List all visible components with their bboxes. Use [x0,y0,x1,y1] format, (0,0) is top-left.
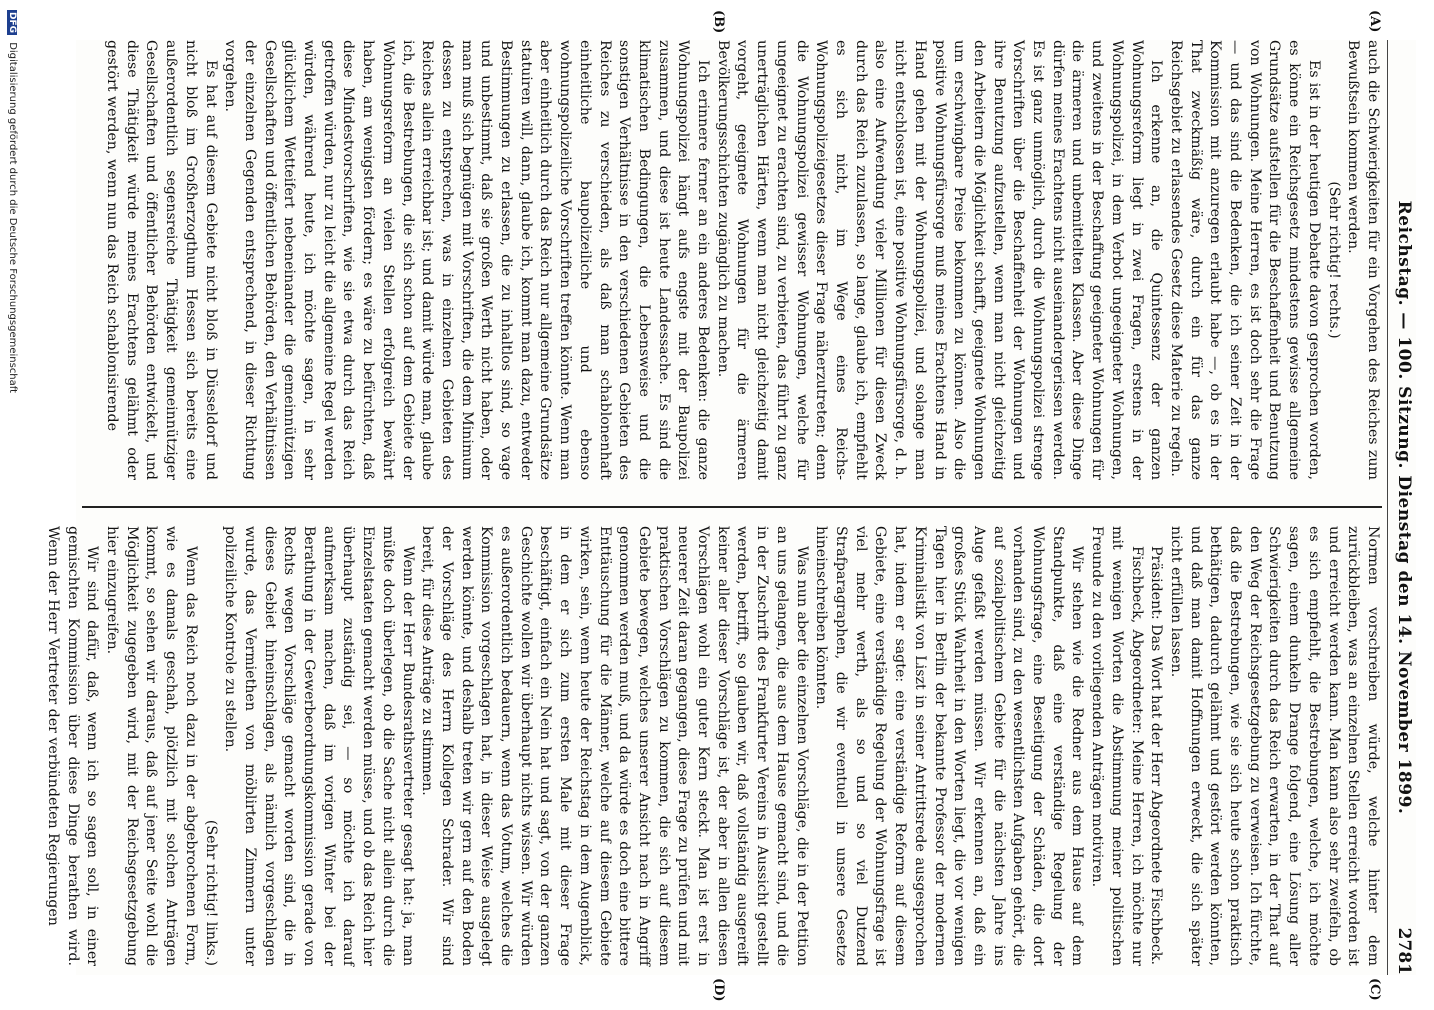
footer [7,0,18,1010]
paragraph: auch die Schwierigkeiten für ein Vorgehen des Reiches zum Bewußtsein kommen werden. [1345,40,1381,480]
header-rule [1387,40,1388,975]
paragraph: Wir sind dafür, daß, wenn ich so sagen soll, in einer gemischten Kommission über diese Dinge berathen wird. Wenn der Herr Vertreter der verbündeten Regierungen [44,526,101,966]
page-header-title: Reichstag. — 100. Sitzung. Dienstag den 14. November 1899. [1394,200,1414,815]
interjection: (Sehr richtig! links.) [202,819,219,966]
margin-marker-b: (B) [711,10,726,34]
speaker-paragraph: Fischbeck, Abgeordneter: Meine Herren, ich möchte nur mit wenigen Worten die Abstimmung meiner politischen Freunde zu den vorliegenden Anträgen motiviren. [1089,526,1145,966]
paragraph: Ich erkenne an, die Quintessenz der ganzen Wohnungsreform liegt in zwei Fragen, erstens in der Wohnungspolizei, in dem Verbot ungeeigneter Wohnungen, und zweitens in der Beschaffung geeigneter Wohnungen für die ärmeren und unbemittelten Klassen. Aber diese Dinge dürfen meines Erachtens nicht auseinandergerissen werden. Es ist ganz unmöglich, durch die Wohnungspolizei strenge Vorschriften über die Beschaffenheit der Wohnungen und ihre Benutzung aufzustellen, wenn man nicht gleichzeitig den Arbeitern die Möglichkeit schafft, geeignete Wohnungen um erschwingbare Preise bekommen zu können. Also die positive Wohnungsfürsorge muß meines Erachtens Hand in Hand gehen mit der Wohnungspolizei, und solange man nicht entschlossen ist, eine positive Wohnungsfürsorge, d. h. also eine Aufwendung vieler Millionen für diesen Zweck durch das Reich zuzulassen, so lange, glaube ich, empfiehlt es sich nicht, im Wege eines Reichs-Wohnungspolizeigesetzes dieser Frage näherzutreten; denn die Wohnungspolizei gewisser Wohnungen, welche für ungeeignet zu erachten sind, zu verbieten, das führt zu ganz unerträglichen Härten, wenn man nicht gleichzeitig damit vorgeht, geeignete Wohnungen für die ärmeren Bevölkerungsschichten zugänglich zu machen. [714,40,1165,480]
page-number: 2781 [1394,927,1414,975]
speaker-paragraph: Präsident: Das Wort hat der Herr Abgeordnete Fischbeck. [1148,546,1165,966]
margin-marker-a: (A) [1367,10,1382,33]
paragraph: Wenn das Reich noch dazu in der abgebrochenen Form, wie es damals geschah, plötzlich mit solchen Anträgen kommt, so sehen wir daraus, daß auf jener Seite wohl die Möglichkeit zugegeben wird, mit der Reichsgesetzgebung hier einzugreifen. [104,526,199,966]
left-column [82,40,1382,480]
paragraph: Normen vorschreiben würde, welche hinter dem zurückbleiben, was an einzelnen Stellen erreicht worden ist und erreicht werden kann. Man kann also sehr zweifeln, ob es sich empfiehlt, die Bestrebungen, welche, ich möchte sagen, einem dunkeln Drange folgend, eine Lösung aller Schwierigkeiten durch das Reich erwarten, in der That auf den Weg der Reichsgesetzgebung zu verweisen. Ich fürchte, daß die Bestrebungen, wie sie sich heute schon praktisch bethätigen, dadurch gelähmt und gestört werden könnten, und daß man damit Hoffnungen erweckt, die sich später nicht erfüllen lassen. [1167,526,1381,966]
paragraph: Es ist in der heutigen Debatte davon gesprochen worden, es könne ein Reichsgesetz mindestens gewisse allgemeine Grundsätze aufstellen für die Beschaffenheit und Benutzung von Wohnungen. Meine Herren, es ist doch sehr die Frage — und das sind die Bedenken, die ich seiner Zeit in der Kommission mit anzuregen erlaubt habe —, ob es in der That zweckmäßig wäre, durch ein für das ganze Reichsgebiet zu erlassendes Gesetz diese Materie zu regeln. [1167,40,1322,480]
paragraph: Wir stehen wie die Redner aus dem Hause auf dem Standpunkte, daß eine verständige Regelung der Wohnungsfrage, eine Beseitigung der Schäden, die dort vorhanden sind, zu den wesentlichsten Aufgaben gehört, die auf sozialpolitischem Gebiete für die nächsten Jahre ins Auge gefaßt werden müssen. Wir erkennen an, daß ein großes Stück Wahrheit in den Worten liegt, die vor wenigen Tagen hier in Berlin der bekannte Professor der modernen Kriminalistik von Liszt in seiner Antrittsrede ausgesprochen hat, indem er sagte: eine verständige Reform auf diesem Gebiete, eine verständige Regelung der Wohnungsfrage ist viel mehr werth, als so und so viel Dutzend Strafparagraphen, die wir eventuell in unsere Gesetze hineinschreiben könnten. [813,526,1086,966]
dfg-logo: DFG [7,12,17,34]
document-page [44,10,1416,1002]
paragraph: Es hat auf diesem Gebiete nicht bloß in Düsseldorf und nicht bloß im Großherzogthum Hessen sich bereits eine außerordentlich segensreiche Thätigkeit gemeinnütziger Gesellschaften und öffentlicher Behörden entwickelt, und diese Thätigkeit würde meines Erachtens gelähmt oder gestört werden, wenn nun das Reich schablonisirende [104,40,219,480]
paragraph: Wenn der Herr Bundesrathsvertreter gesagt hat: ja, man müßte doch überlegen, ob die Sache nicht allein durch die Einzelstaaten gemacht werden müsse, und ob das Reich hier überhaupt zuständig sei, — so möchte ich darauf aufmerksam machen, daß im vorigen Winter bei der Berathung in der Gewerbeordnungskommission gerade von Rechts wegen Vorschläge gemacht worden sind, die in dieses Gebiet hineinschlagen, als nämlich vorgeschlagen wurde, das Vermiethen von möblirten Zimmern unter polizeiliche Kontrole zu stellen. [222,526,416,966]
margin-marker-d: (D) [711,978,726,1002]
page-header [1390,40,1416,975]
footer-text: Digitalisierung gefördert durch die Deutsche Forschungsgemeinschaft [7,42,18,394]
paragraph: Was nun aber die einzelnen Vorschläge, die in der Petition an uns gelangen, die aus dem Hause gemacht sind, und die in der Zuschrift des Frankfurter Vereins in Aussicht gestellt werden, betrifft, so glauben wir, daß vollständig ausgereift keiner aller dieser Vorschläge ist, der aber in allen diesen Vorschlägen wohl ein guter Kern steckt. Man ist erst in neuerer Zeit daran gegangen, diese Frage zu prüfen und mit praktischen Vorschlägen zu kommen, die sich auf diesem Gebiete bewegen, welches unserer Ansicht nach in Angriff genommen werden muß, und da würde es doch eine bittere Enttäuschung für die Männer, welche auf diesem Gebiete wirken, sein, wenn heute der Reichstag in dem Augenblick, in dem er sich zum ersten Male mit dieser Frage beschäftigt, einfach ein Nein hat und sagt, von der ganzen Geschichte wollen wir überhaupt nichts wissen. Wir würden es außerordentlich bedauern, wenn das Votum, welches die Kommission vorgeschlagen hat, in dieser Weise ausgelegt werden könnte, und deshalb treten wir gern auf den Boden der Vorschläge des Herrn Kollegen Schrader. Wir sind bereit, für diese Anträge zu stimmen. [419,526,810,966]
margin-marker-c: (C) [1367,978,1382,1001]
paragraph: Ich erinnere ferner an ein anderes Bedenken: die ganze Wohnungspolizei hängt aufs engste mit der Baupolizei zusammen, und diese ist heute Landessache. Es sind die klimatischen Bedingungen, die Lebensweise und die sonstigen Verhältnisse in den verschiedenen Gebieten des Reiches zu verschieden, als daß man schablonenhaft einheitliche baupolizeiliche und ebenso wohnungspolizeiliche Vorschriften treffen könnte. Wenn man aber einheitlich durch das Reich nur allgemeine Grundsätze statuiren will, dann, glaube ich, kommt man dazu, entweder Bestimmungen zu erlassen, die zu inhaltlos sind, so vage und unbestimmt, daß sie großen Werth nicht haben, oder man muß sich begnügen mit Vorschriften, die dem Minimum dessen zu entsprechen, was in einzelnen Gebieten des Reiches allein erreichbar ist; und damit würde man, glaube ich, die Bestrebungen, die sich schon auf dem Gebiete der Wohnungsreform an vielen Stellen erfolgreich bewährt haben, am wenigsten fördern; es wäre zu befürchten, daß diese Mindestvorschriften, wie sie etwa durch das Reich getroffen würden, nur zu leicht die allgemeine Regel werden würden, während heute, ich möchte sagen, in sehr glücklichem Wetteifert nebeneinander die gemeinnützigen Gesellschaften und öffentlichen Behörden, den Verhältnissen der einzelnen Gegenden entsprechend, in dieser Richtung vorgehen. [222,40,712,480]
column-divider [82,506,1382,508]
interjection: (Sehr richtig! rechts.) [1325,181,1342,339]
right-column [44,526,1382,966]
